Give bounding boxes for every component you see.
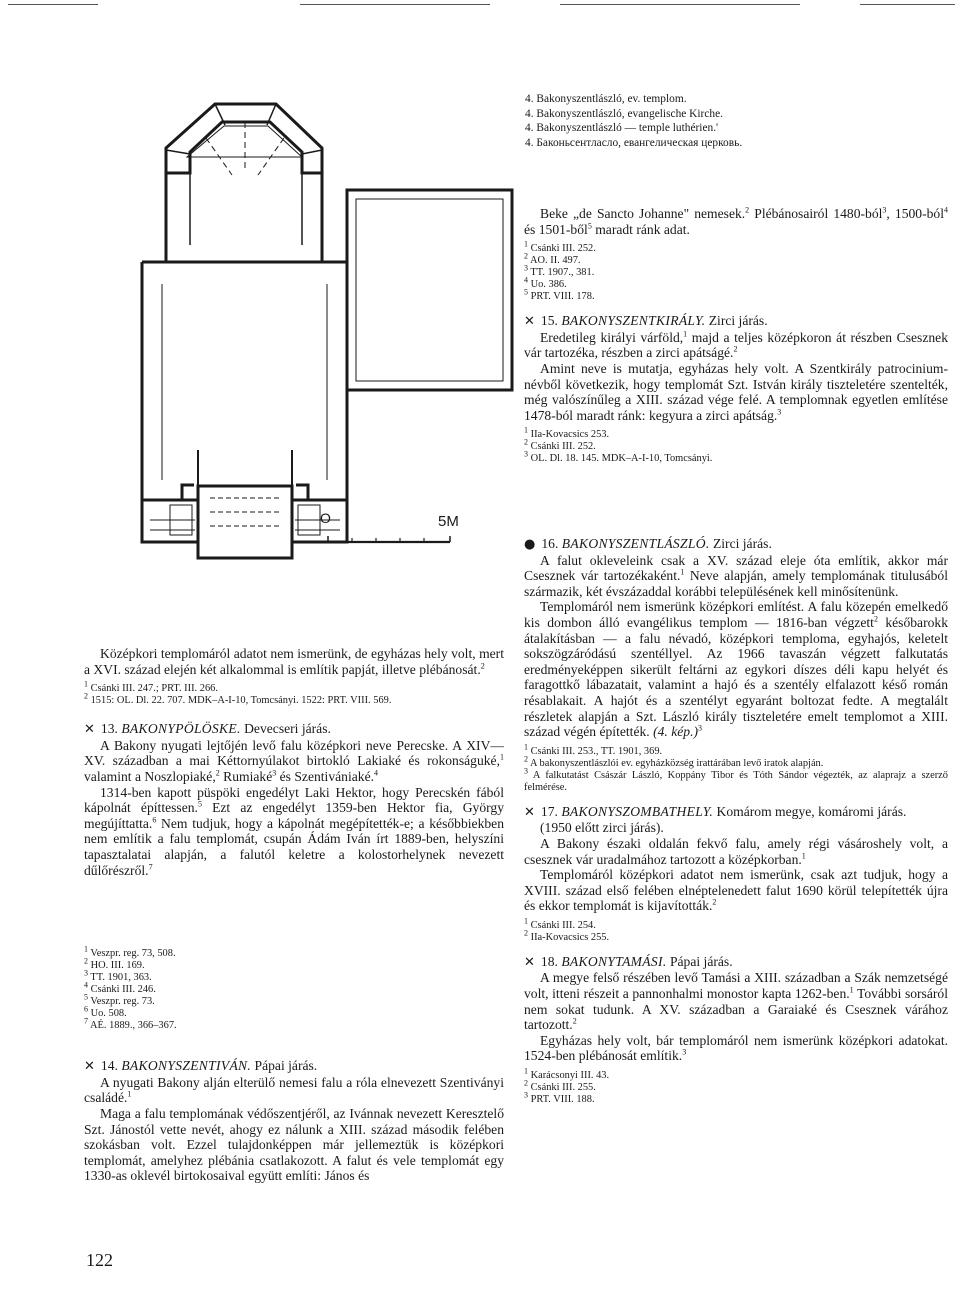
paragraph: Középkori templomáról adatot nem ismerünk, de egyházas hely volt, mert a XVI. század elején két alkalommal is említik papját, illetve plébánosát.$^2$ (84, 646, 504, 677)
scan-edge-line (8, 4, 98, 5)
cross-mark-icon: ✕ (524, 954, 535, 970)
entry-heading-14: ✕ 14. BAKONYSZENTIVÁN. Pápai járás. (84, 1058, 318, 1075)
footnote: $^6$ Uo. 508. (84, 1004, 127, 1020)
caption-line: 4. Баконьсентласло, евангелическая церковь. (525, 136, 743, 149)
footnote: $^1$ Csánki III. 252. (524, 239, 596, 255)
cross-mark-icon: ✕ (84, 722, 95, 738)
footnotes (524, 425, 948, 465)
right-column-lower (524, 536, 948, 1116)
cross-mark-icon: ✕ (524, 314, 535, 330)
footnote: $^2$ IIa-Kovacsics 255. (524, 928, 610, 943)
buttress-line (302, 150, 322, 154)
footnotes (524, 742, 948, 794)
left-column (84, 646, 504, 1184)
footnote: $^5$ Veszpr. reg. 73. (84, 992, 155, 1008)
footnote: $^4$ Uo. 386. (524, 275, 567, 291)
paragraph: Egyházas hely volt, bár templomáról nem ismerünk középkori adatokat. 1524-ben plébánosát említik.$^3$ (524, 1032, 948, 1064)
page-number: 122 (86, 1250, 113, 1270)
paragraph: A nyugati Bakony alján elterülő nemesi falu a róla elnevezett Szentiványi családé.$^1$ (84, 1074, 504, 1106)
caption-line: 4. Bakonyszentlászló, evangelische Kirche. (525, 107, 724, 120)
paragraph: Maga a falu templomának védőszentjéről, az Ivánnak nevezett Keresztelő Szt. Jánostól vette nevét, ahogy ez nálunk a XIII. század második felében szokásban volt. Ezzel tulajdonképpen már jellemeztük is középkori templomát, amelyhez plébánia csatlakozott. A falut és vele templomát egy 1330-as oklevél birtokosaival együtt említi: János és (84, 1105, 504, 1184)
entry-heading-13: ✕ 13. BAKONYPÖLÖSKE. Devecseri járás. (84, 721, 331, 738)
footnote: $^1$ Veszpr. reg. 73, 508. (84, 944, 176, 960)
footnote: $^1$ IIa-Kovacsics 253. (524, 425, 610, 441)
footnote: $^2$ Csánki III. 255. (524, 1078, 596, 1094)
paragraph: Eredetileg királyi várföld,$^1$ majd a teljes középkoron át részben Csesznek vár tartozéka, részben a zirci apátságé.$^2$ (524, 329, 948, 361)
right-column-top (524, 206, 948, 475)
scan-edge-line (560, 4, 800, 5)
footnote: $^2$ 1515: OL. Dl. 22. 707. MDK–A-I-10, Tomcsányi. 1522: PRT. VIII. 569. (84, 691, 392, 707)
nave-wall-right (296, 262, 347, 500)
chancel-wall (308, 173, 322, 262)
chancel-wall (166, 173, 182, 262)
footnote: $^1$ Csánki III. 253., TT. 1901, 369. (524, 742, 663, 757)
scan-edge-line (860, 4, 955, 5)
footnotes (524, 239, 948, 303)
side-annex-inner (356, 199, 503, 381)
cross-mark-icon: ✕ (84, 1059, 95, 1075)
footnotes (84, 679, 504, 707)
entry-heading-15: ✕ 15. BAKONYSZENTKIRÁLY. Zirci járás. (524, 313, 768, 330)
footnote: $^1$ Csánki III. 254. (524, 916, 596, 931)
sanctuary-outline (166, 104, 322, 173)
figure-caption (525, 92, 945, 150)
footnote: $^7$ AÉ. 1889., 366–367. (84, 1016, 177, 1032)
footnote: $^5$ PRT. VIII. 178. (524, 287, 595, 303)
footnote: $^3$ OL. Dl. 18. 145. MDK–A-I-10, Tomcsányi. (524, 449, 713, 465)
footnotes (84, 944, 504, 1032)
footnotes (524, 916, 948, 944)
footnote: $^2$ HO. III. 169. (84, 956, 145, 972)
paragraph: (1950 előtt zirci járás). (540, 820, 664, 836)
footnote: $^2$ A bakonyszentlászlói ev. egyházközség irattárában levő iratok alapján. (524, 754, 824, 769)
footnote: $^1$ Karácsonyi III. 43. (524, 1066, 610, 1082)
buttress-line (166, 150, 190, 154)
side-annex-outline (347, 190, 512, 390)
scan-edge-line (300, 4, 490, 5)
dot-mark-icon: ● (524, 537, 536, 552)
footnote: $^3$ PRT. VIII. 188. (524, 1090, 595, 1106)
paragraph: Templomáról középkori adatot nem ismerünk, csak azt tudjuk, hogy a XVIII. század első felében elnéptelenedett falut 1690 körül telepítették újra és ekkor templomát is kijavították.$^2$ (524, 867, 948, 914)
nave-wall-left (142, 262, 194, 500)
paragraph: A Bakony nyugati lejtőjén levő falu középkori neve Perecske. A XIV—XV. században a mai Kéttornyúlakot birtokló Lakiaké és rokonságuké,$^1$ valamint a Noszlopiaké,$^2$ Rumiaké$^3$ és Szentivániaké.$^4$ (84, 737, 504, 784)
paragraph: 1314-ben kapott püspöki engedélyt Laki Hektor, hogy Perecskén fából kápolnát építtessen.$^5$ Ezt az engedélyt 1359-ben Hektor fia, György megújíttatta.$^6$ Nem tudjuk, hogy a kápolnát megépítették-e; a későbbiekben nem említik a falu templomát, csupán Ádám Iván írt 1889-ben, helyszíni tapasztalatai alapján, a falutól keletre a kolostorhelynek nevezett dűlőrészről.$^7$ (84, 784, 504, 878)
church-floor-plan-drawing (118, 94, 518, 564)
footnote: $^1$ Csánki III. 247.; PRT. III. 266. (84, 679, 218, 695)
cross-mark-icon: ✕ (524, 804, 535, 820)
paragraph: Templomáról nem ismerünk középkori említést. A falu közepén emelkedő kis dombon álló evangélikus templom — 1816-ban végzett$^2$ későbarokk átalakításban — a falu névadó, középkori temploma, egyhajós, keletelt sokszögzáródású szentéllyel. Az 1966 tavaszán végzett falkutatás eredményeképpen sikerült feltárni az egykori díszes déli kapu helyét és faragottkő lábazatait, valamint a hajó és a szentély elfalazott késő román résablakait. A hajót és a szentélyt egyaránt boltozat fedte. A megtalált részletek alapján a Szt. László király tiszteletére emelt templomot a XIII. század végén építették. (4. kép.)$^3$ (524, 599, 948, 740)
footnote: $^3$ TT. 1907., 381. (524, 263, 595, 279)
scale-label-zero: O (320, 510, 331, 526)
entry-heading-16: ● 16. BAKONYSZENTLÁSZLÓ. Zirci járás. (524, 536, 772, 552)
footnotes (524, 1066, 948, 1106)
scale-label-end: 5M (438, 513, 459, 530)
paragraph: Beke „de Sancto Johanne" nemesek.$^2$ Plébánosairól 1480-ból$^3$, 1500-ból$^4$ és 1501-ből$^5$ maradt ránk adat. (524, 205, 948, 237)
footnote: $^2$ AO. II. 497. (524, 251, 581, 267)
caption-line: 4. Bakonyszentlászló, ev. templom. (525, 93, 687, 105)
tower-outline (198, 486, 292, 558)
footnote: $^3$ A falkutatást Császár László, Koppány Tibor és Tóth Sándor végezték, az alaprajz a szerző felmérése. (524, 766, 948, 793)
paragraph: A megye felső részében levő Tamási a XIII. században a Szák nemzetségé volt, itteni részeit a pannonhalmi monostor kapta 1262-ben.$^1$ További sorsáról nem sokat tudunk. A XV. században a Garaiaké és Csesznek várához tartozott.$^2$ (524, 970, 948, 1033)
footnote: $^3$ TT. 1901, 363. (84, 968, 152, 984)
paragraph: A Bakony északi oldalán fekvő falu, amely régi vásároshely volt, a csesznek vár uradalmához tartozott a középkorban.$^1$ (524, 835, 948, 867)
footnote: $^4$ Csánki III. 246. (84, 980, 156, 996)
caption-line: 4. Bakonyszentlászló — temple luthérien.' (525, 122, 719, 135)
entry-heading-18: ✕ 18. BAKONYTAMÁSI. Pápai járás. (524, 953, 733, 970)
paragraph: Amint neve is mutatja, egyházas hely volt. A Szentkirály patrocinium-névből következik, hogy templomát Szt. István király tiszteletére szentelték, még valószínűleg a XIII. század vége felé. A templomnak egyetlen említése 1478-ból maradt ránk: kegyura a zirci apátság.$^3$ (524, 360, 948, 423)
entry-heading-17: ✕ 17. BAKONYSZOMBATHELY. Komárom megye, komáromi járás. (524, 803, 907, 820)
footnote: $^2$ Csánki III. 252. (524, 437, 596, 453)
paragraph: A falut okleveleink csak a XV. század eleje óta említik, akkor már Csesznek vár tartozékaként.$^1$ Neve alapján, amely templomának titulusából származik, két évszázaddal korábbi településének kell minősítenünk. (524, 552, 949, 599)
pews (150, 505, 340, 535)
